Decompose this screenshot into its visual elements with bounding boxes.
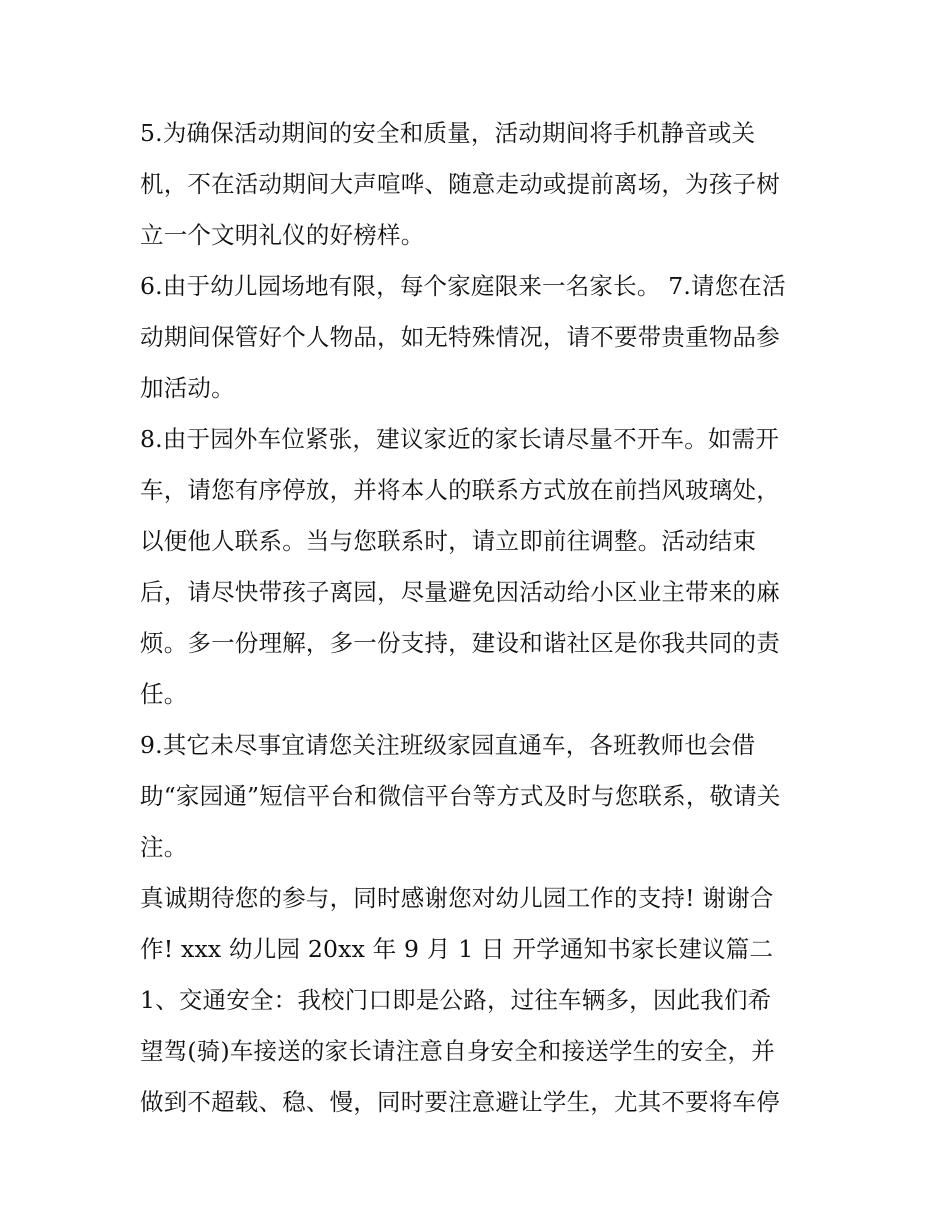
text-line: 望驾(骑)车接送的家长请注意自身安全和接送学生的安全，并: [140, 1037, 775, 1065]
text-line: 注。: [140, 833, 188, 861]
text-line: 任。: [140, 680, 188, 708]
text-line: 6.由于幼儿园场地有限，每个家庭限来一名家长。 7.请您在活: [140, 272, 786, 300]
text-line: 真诚期待您的参与，同时感谢您对幼儿园工作的支持! 谢谢合: [140, 884, 774, 912]
text-line: 后，请尽快带孩子离园，尽量避免因活动给小区业主带来的麻: [140, 578, 780, 606]
text-line: 8.由于园外车位紧张，建议家近的家长请尽量不开车。如需开: [140, 425, 780, 453]
text-line: 5.为确保活动期间的安全和质量，活动期间将手机静音或关: [140, 119, 756, 147]
document-body: [140, 108, 820, 1128]
text-line: 以便他人联系。当与您联系时，请立即前往调整。活动结束: [140, 527, 757, 555]
text-line: 车，请您有序停放，并将本人的联系方式放在前挡风玻璃处，: [140, 476, 780, 504]
text-line: 1、交通安全：我校门口即是公路，过往车辆多，因此我们希: [140, 986, 772, 1014]
text-line: 作! xxx 幼儿园 20xx 年 9 月 1 日 开学通知书家长建议篇二: [140, 935, 774, 963]
text-line: 机，不在活动期间大声喧哗、随意走动或提前离场，为孩子树: [140, 170, 780, 198]
text-line: 立一个文明礼仪的好榜样。: [140, 221, 425, 249]
text-line: 助“家园通”短信平台和微信平台等方式及时与您联系，敬请关: [140, 782, 781, 810]
text-line: 烦。多一份理解，多一份支持，建设和谐社区是你我共同的责: [140, 629, 780, 657]
text-line: 做到不超载、稳、慢，同时要注意避让学生，尤其不要将车停: [140, 1088, 780, 1116]
text-line: 加活动。: [140, 374, 235, 402]
text-line: 9.其它未尽事宜请您关注班级家园直通车，各班教师也会借: [140, 731, 756, 759]
text-line: 动期间保管好个人物品，如无特殊情况，请不要带贵重物品参: [140, 323, 780, 351]
